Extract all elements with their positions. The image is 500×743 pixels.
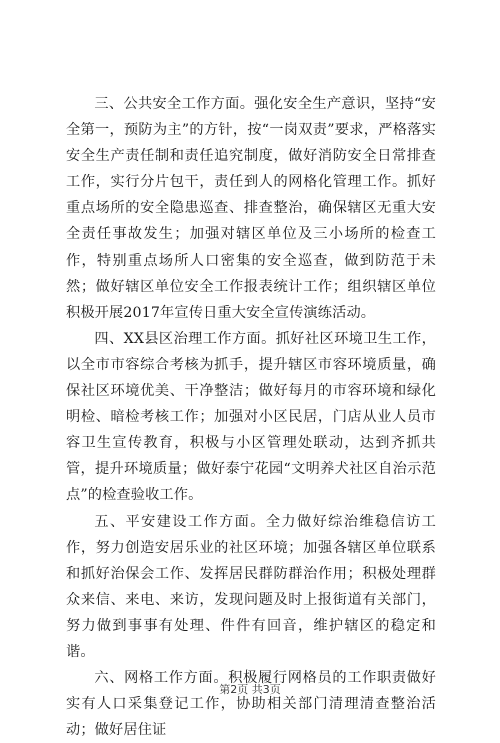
document-body	[66, 91, 436, 743]
paragraph-district-governance: 四、XX县区治理工作方面。抓好社区环境卫生工作，以全市市容综合考核为抓手，提升辖区市容环境质量，确保社区环境优美、干净整洁；做好每月的市容环境和绿化明检、暗检考核工作；加强对小区民居，门店从业人员市容卫生宣传教育，积极与小区管理处联动，达到齐抓共管，提升环境质量；做好泰宁花园“文明养犬社区自治示范点”的检查验收工作。	[66, 330, 436, 504]
paragraph-peace-building: 五、平安建设工作方面。全力做好综治维稳信访工作，努力创造安居乐业的社区环境；加强各辖区单位联系和抓好治保会工作、发挥居民群防群治作用；积极处理群众来信、来电、来访，发现问题及时上报街道有关部门，努力做到事事有处理、件件有回音，维护辖区的稳定和谐。	[66, 513, 436, 660]
page-number-footer: 第2页 共3页	[219, 683, 281, 696]
paragraph-grid-work: 六、网格工作方面。积极履行网格员的工作职责做好实有人口采集登记工作，协助相关部门清理清查整治活动；做好居住证	[66, 670, 436, 739]
paragraph-public-safety: 三、公共安全工作方面。强化安全生产意识，坚持“安全第一，预防为主”的方针，按“一岗双责”要求，严格落实安全生产责任制和责任追究制度，做好消防安全日常排查工作，实行分片包干，责任到人的网格化管理工作。抓好重点场所的安全隐患巡查、排查整治，确保辖区无重大安全责任事故发生；加强对辖区单位及三小场所的检查工作，特别重点场所人口密集的安全巡查，做到防范于未然；做好辖区单位安全工作报表统计工作；组织辖区单位积极开展2017年宣传日重大安全宣传演练活动。	[66, 96, 436, 321]
